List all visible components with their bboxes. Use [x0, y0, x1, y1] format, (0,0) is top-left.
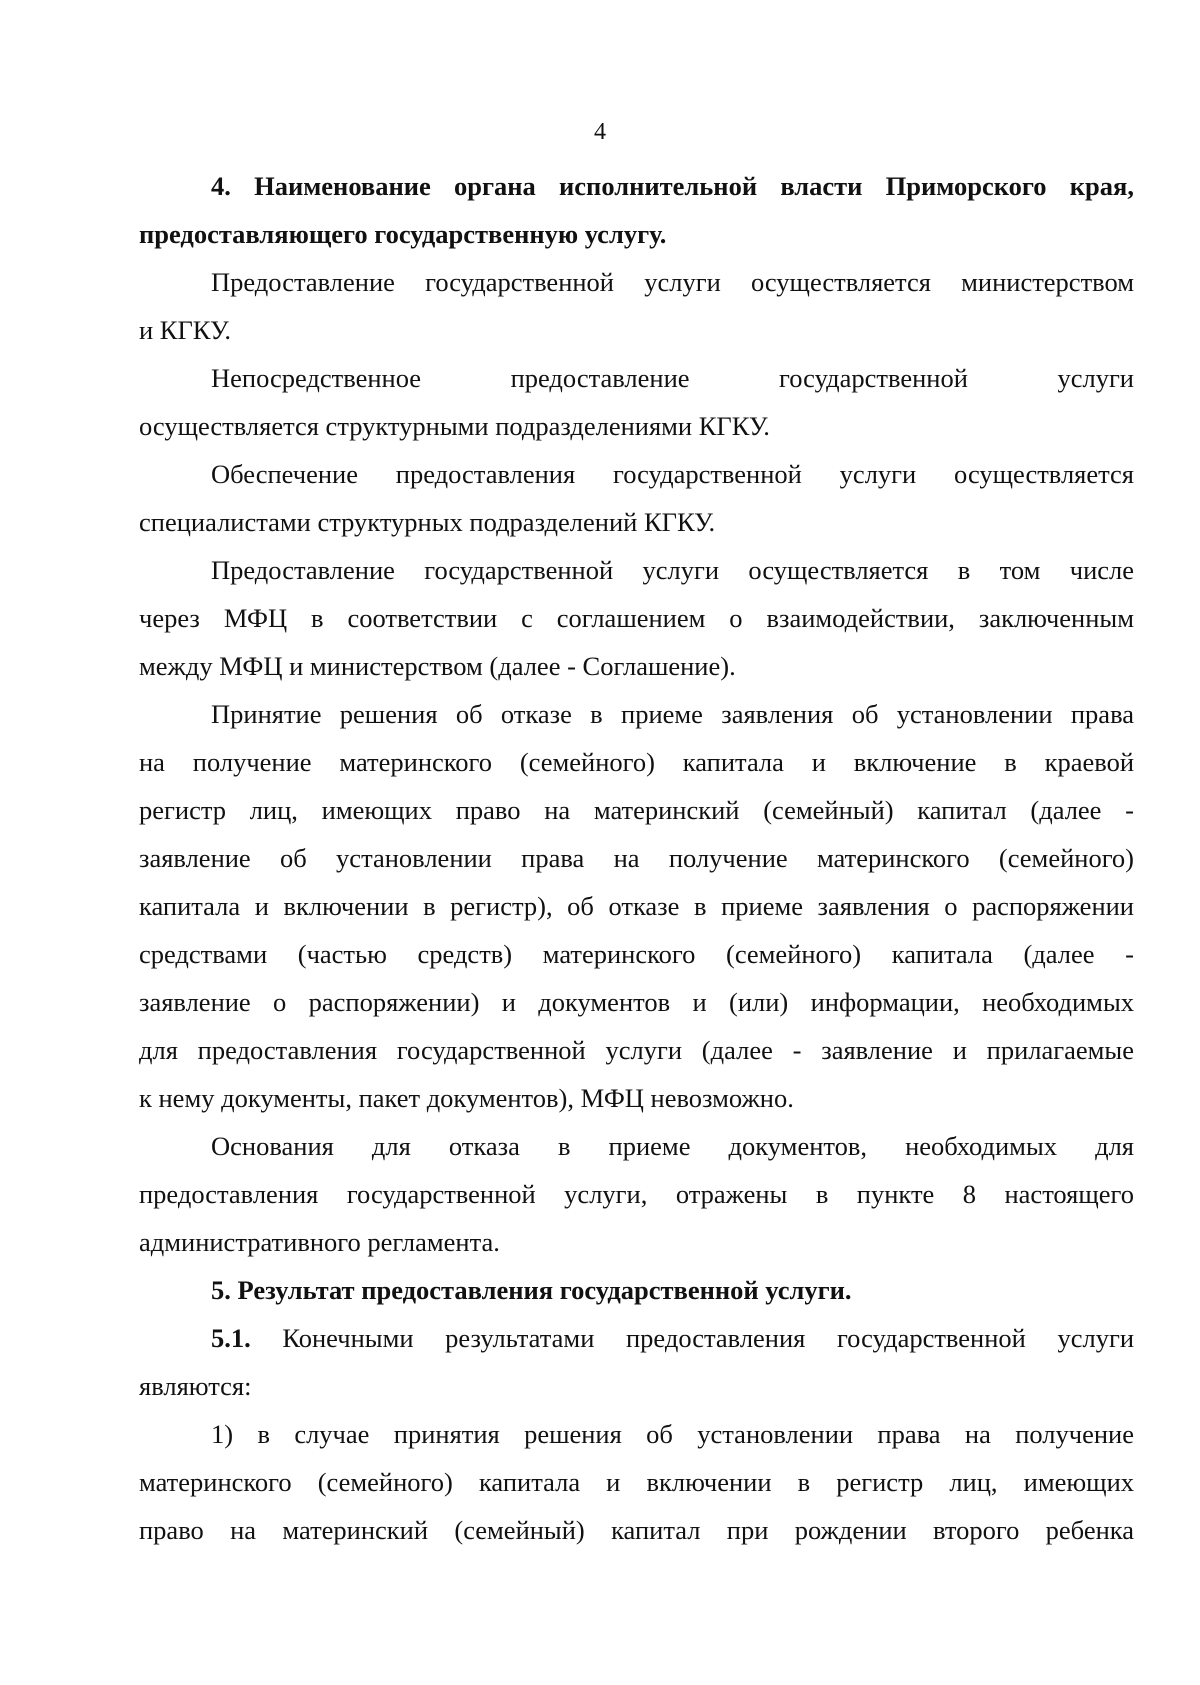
text-line: через МФЦ в соответствии с соглашением о взаимодействии, заключенным — [139, 603, 1134, 633]
paragraph — [139, 1410, 1134, 1554]
text-line: предоставления государственной услуги, отражены в пункте 8 настоящего — [139, 1179, 1134, 1209]
text-line: административного регламента. — [139, 1227, 500, 1257]
text-line: Принятие решения об отказе в приеме заявления об установлении права — [211, 699, 1134, 729]
section-heading-5 — [139, 1266, 1134, 1314]
text-line: Предоставление государственной услуги осуществляется в том числе — [211, 555, 1134, 585]
text-line: заявление о распоряжении) и документов и (или) информации, необходимых — [139, 987, 1134, 1017]
text-line: к нему документы, пакет документов), МФЦ невозможно. — [139, 1083, 794, 1113]
text-line: Непосредственное предоставление государственной услуги — [211, 363, 1134, 393]
clause-number: 5.1. — [211, 1323, 251, 1353]
text-line: на получение материнского (семейного) капитала и включение в краевой — [139, 747, 1134, 777]
page-number: 4 — [594, 119, 606, 145]
heading-line: 4. Наименование органа исполнительной власти Приморского края, — [211, 171, 1134, 201]
text-line: являются: — [139, 1371, 252, 1401]
paragraph — [139, 1122, 1134, 1266]
paragraph — [139, 1314, 1134, 1410]
document-body — [139, 162, 1134, 1554]
paragraph — [139, 690, 1134, 1122]
heading-line: предоставляющего государственную услугу. — [139, 219, 667, 249]
paragraph — [139, 258, 1134, 354]
paragraph — [139, 354, 1134, 450]
text-line: осуществляется структурными подразделениями КГКУ. — [139, 411, 770, 441]
text-line: для предоставления государственной услуги (далее - заявление и прилагаемые — [139, 1035, 1134, 1065]
text-fragment: Конечными результатами предоставления государственной услуги — [250, 1323, 1134, 1353]
paragraph — [139, 450, 1134, 546]
text-line — [139, 1314, 1134, 1362]
text-line: специалистами структурных подразделений КГКУ. — [139, 507, 716, 537]
text-line: средствами (частью средств) материнского (семейного) капитала (далее - — [139, 939, 1134, 969]
text-line: и КГКУ. — [139, 315, 232, 345]
text-line: капитала и включении в регистр), об отказе в приеме заявления о распоряжении — [139, 891, 1134, 921]
text-line: материнского (семейного) капитала и включении в регистр лиц, имеющих — [139, 1467, 1134, 1497]
text-line: регистр лиц, имеющих право на материнский (семейный) капитал (далее - — [139, 795, 1134, 825]
text-line: 1) в случае принятия решения об установлении права на получение — [211, 1419, 1134, 1449]
text-line: заявление об установлении права на получение материнского (семейного) — [139, 843, 1134, 873]
text-line: Основания для отказа в приеме документов, необходимых для — [211, 1131, 1134, 1161]
text-line: право на материнский (семейный) капитал при рождении второго ребенка — [139, 1515, 1134, 1545]
text-line: Предоставление государственной услуги осуществляется министерством — [211, 267, 1134, 297]
text-line: между МФЦ и министерством (далее - Соглашение). — [139, 651, 736, 681]
section-heading-4 — [139, 162, 1134, 258]
paragraph — [139, 546, 1134, 690]
text-line: Обеспечение предоставления государственной услуги осуществляется — [211, 459, 1134, 489]
heading-line: 5. Результат предоставления государственной услуги. — [211, 1275, 852, 1305]
